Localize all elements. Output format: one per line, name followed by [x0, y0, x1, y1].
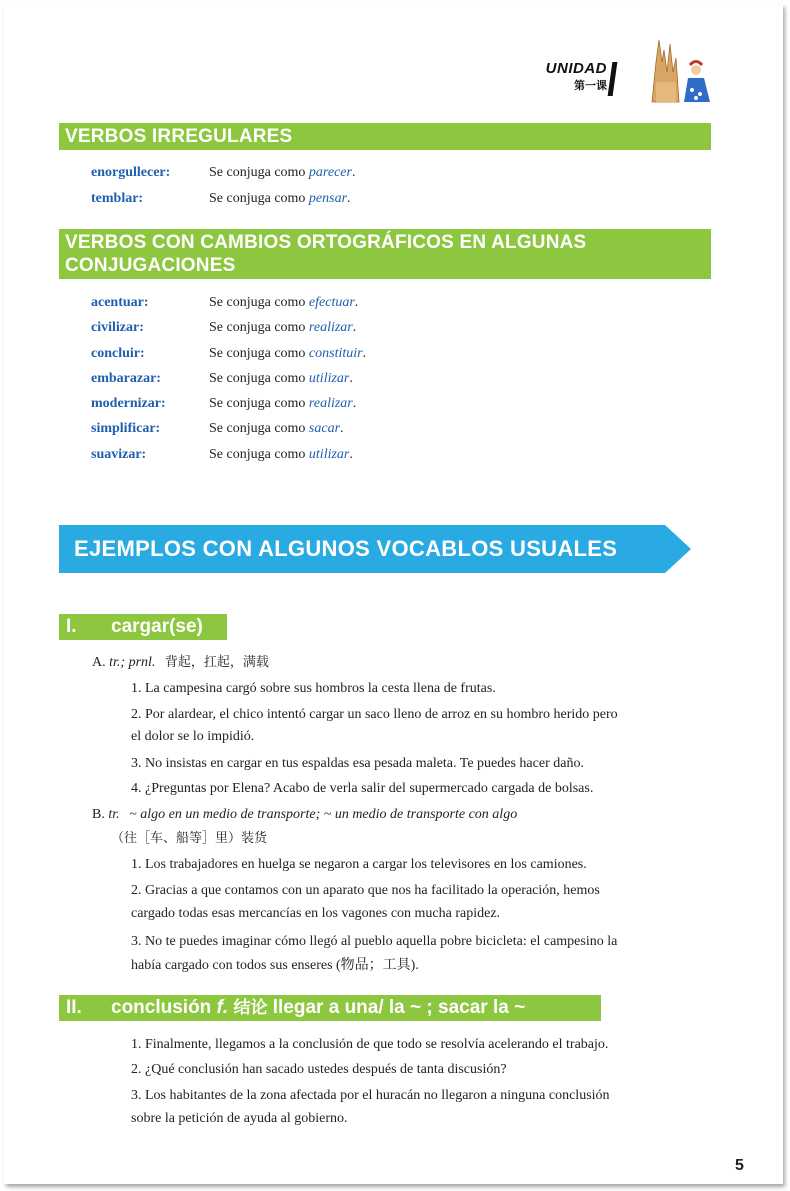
page-number: 5 [735, 1157, 744, 1174]
verb-term: temblar: [91, 191, 144, 206]
chinese-meaning: 背起，扛起，满载 [164, 655, 269, 670]
verb-desc: Se conjuga como realizar. [209, 320, 357, 335]
verb-term: acentuar: [91, 295, 149, 310]
verb-term: civilizar: [91, 320, 144, 335]
unit-divider [608, 62, 618, 96]
lesson-label: 第一课 [574, 79, 607, 92]
model-verb: realizar [308, 396, 353, 411]
sagrada-familia-illustration [634, 32, 714, 104]
section-word: cargar(se) [111, 616, 203, 637]
verb-desc: Se conjuga como realizar. [209, 396, 357, 411]
verb-term: modernizar: [91, 396, 166, 411]
verb-desc: Se conjuga como sacar. [209, 421, 344, 436]
model-verb: sacar [308, 421, 341, 436]
section-word: conclusión f. 结论 llegar a una/ la ~ ; sacar la ~ [111, 997, 526, 1018]
grammar-tag: tr.; prnl. [109, 655, 156, 670]
model-verb: constituir [308, 346, 363, 361]
heading-line-1: VERBOS CON CAMBIOS ORTOGRÁFICOS EN ALGUNAS [65, 232, 587, 253]
section-heading-conclusion [59, 995, 601, 1021]
verb-desc: Se conjuga como utilizar. [209, 447, 353, 462]
verb-term: suavizar: [91, 447, 147, 462]
verb-desc: Se conjuga como pensar. [209, 191, 351, 206]
unit-title: UNIDAD [545, 60, 607, 77]
examples-title: EJEMPLOS CON ALGUNOS VOCABLOS USUALES [74, 536, 618, 561]
model-verb: realizar [308, 320, 353, 335]
model-verb: parecer [308, 165, 352, 180]
verb-desc: Se conjuga como efectuar. [209, 295, 359, 310]
orthographic-verbs-heading [59, 229, 711, 279]
definition: ~ algo en un medio de transporte; ~ un medio de transporte con algo [129, 807, 518, 822]
irregular-verbs-heading: VERBOS IRREGULARES [59, 123, 711, 150]
verb-term: enorgullecer: [91, 165, 171, 180]
chinese-meaning: 结论 [233, 998, 268, 1018]
chinese-meaning: （往［车、船等］里）装货 [111, 831, 268, 846]
model-verb: utilizar [308, 371, 350, 386]
model-verb: pensar [308, 191, 348, 206]
verb-desc: Se conjuga como parecer. [209, 165, 356, 180]
heading-line-2: CONJUGACIONES [65, 255, 236, 276]
verb-desc: Se conjuga como utilizar. [209, 371, 353, 386]
verb-desc: Se conjuga como constituir. [209, 346, 367, 361]
sense-b-header: B. tr. ~ algo en un medio de transporte; ~ un medio de transporte con algo [92, 807, 518, 822]
page: UNIDAD 第一课 VERBOS IRREGULARES enorgullecer: Se conjuga como parecer. temblar: Se conjuga como pensar. VERBOS CON CAMBIOS ORTOGRÁFICOS EN ALGUNAS CONJUGACIONES acentuar: Se conjuga como efectuar. civilizar: Se conjuga como realizar. concluir: Se conjuga como constituir. embarazar: Se conjuga como utilizar. modernizar: Se conjuga como realizar. simplificar: Se conjuga como sacar. suavizar: Se conjuga como utilizar. EJEMPLOS CON ALGUNOS VOCABLOS USUALES I. cargar(se) A. tr.; prnl. 背起，扛起，满载 1. La campesina cargó sobre sus hombros la cesta llena de frutas. 2. Por alardear, el chico intentó cargar un saco lleno de arroz en su hombro herido pero el dolor se lo impidió. 3. No insistas en cargar en tus espaldas esa pesada maleta. Te puedes hacer daño. 4. ¿Preguntas por Elena? Acabo de verla salir del supermercado cargada de bolsas. B. tr. ~ algo en un medio de transporte; ~ un medio de transporte con algo （往［车、船等］里）装货 1. Los trabajadores en huelga se negaron a cargar los televisores en los camiones. 2. Gracias a que contamos con un aparato que nos ha facilitado la operación, hemos cargado todas esas mercancías en los vagones con mucha rapidez. 3. No te puedes imaginar cómo llegó al pueblo aquella pobre bicicleta: el campesino la había cargado con todos sus enseres (物品；工具). II. conclusión f. 结论 llegar a una/ la ~ ; sacar la ~ 1. Finalmente, llegamos a la conclusión de que todo se resolvía acelerando el trabajo. 2. ¿Qué conclusión han sacado ustedes después de tanta discusión? 3. Los habitantes de la zona afectada por el huracán no llegaron a ninguna conclusión sobre la petición de ayuda al gobierno. 5 [4, 4, 783, 1184]
verb-term: embarazar: [91, 371, 161, 386]
unit-label [532, 60, 607, 93]
sense-a-header: A. tr.; prnl. 背起，扛起，满载 [92, 655, 269, 670]
section-heading-cargar [59, 614, 227, 640]
model-verb: utilizar [308, 447, 350, 462]
grammar-tag: tr. [108, 807, 120, 822]
grammar-tag: f. [216, 997, 229, 1018]
verb-term: concluir: [91, 346, 145, 361]
collocation: llegar a una/ la ~ ; sacar la ~ [272, 997, 526, 1018]
model-verb: efectuar [308, 295, 355, 310]
section-number: I. [66, 616, 77, 637]
section-number: II. [66, 997, 82, 1018]
examples-banner [59, 525, 691, 573]
verb-term: simplificar: [91, 421, 161, 436]
